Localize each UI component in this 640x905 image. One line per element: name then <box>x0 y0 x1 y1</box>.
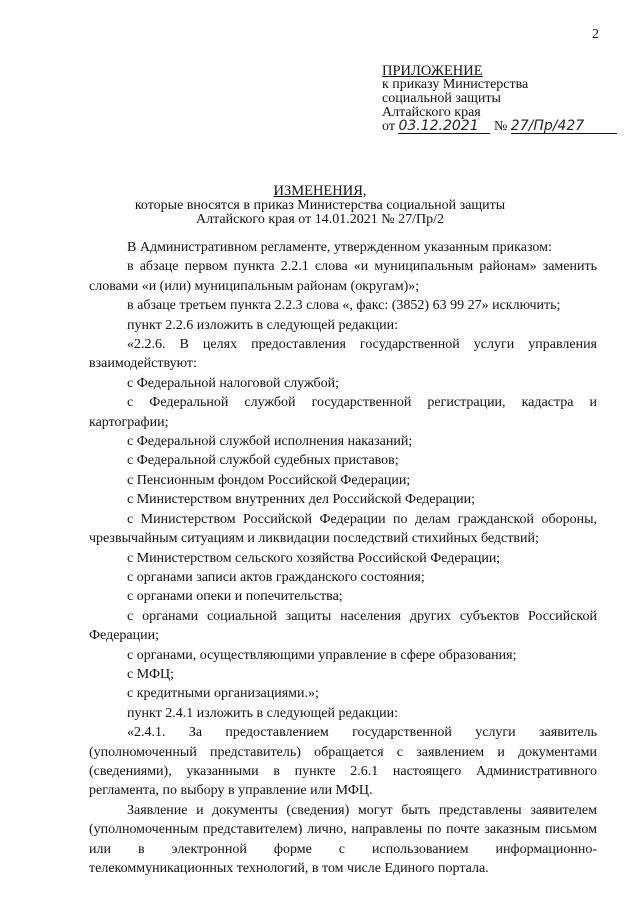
paragraph: Заявление и документы (сведения) могут быть представлены заявителем (уполномоченным представителем) лично, направлены по почте заказным письмом или в электронной форме с использованием информационно-телекоммуникационных технологий, в том числе Единого портала. <box>89 802 597 876</box>
appendix-line: социальной защиты <box>382 91 501 106</box>
paragraph: с Федеральной службой государственной регистрации, кадастра и картографии; <box>89 395 597 430</box>
paragraph: в абзаце третьем пункта 2.2.3 слова «, факс: (3852) 63 99 27» исключить; <box>127 298 561 314</box>
paragraph: с кредитными организациями.»; <box>127 686 319 702</box>
handwritten-number: 27/Пр/427 <box>511 120 617 134</box>
from-label: от <box>382 119 395 134</box>
paragraph: «2.2.6. В целях предоставления государственной услуги управления взаимодействуют: <box>89 337 597 372</box>
number-label: № <box>493 119 508 134</box>
appendix-title: ПРИЛОЖЕНИЕ <box>382 63 483 79</box>
appendix-block <box>382 64 617 134</box>
appendix-line: к приказу Министерства <box>382 77 529 92</box>
paragraph: с Министерством Российской Федерации по делам гражданской обороны, чрезвычайным ситуациям и ликвидации последствий стихийных бедствий; <box>89 511 597 547</box>
appendix-date-number <box>382 120 617 134</box>
page-number: 2 <box>592 27 599 42</box>
paragraph: в абзаце первом пункта 2.2.1 слова «и муниципальным районам» заменить словами «и (или) муниципальным районам (округам)»; <box>89 259 597 294</box>
heading-title: ИЗМЕНЕНИЯ, <box>273 183 367 199</box>
paragraph: с Министерством внутренних дел Российской Федерации; <box>127 492 476 508</box>
paragraph: с Министерством сельского хозяйства Российской Федерации; <box>127 550 501 566</box>
appendix-line: Алтайского края <box>382 105 481 120</box>
heading-line: Алтайского края от 14.01.2021 № 27/Пр/2 <box>196 212 444 227</box>
paragraph: с органами записи актов гражданского состояния; <box>127 569 425 585</box>
document-body <box>89 238 597 878</box>
handwritten-date: 03.12.2021 <box>398 120 490 134</box>
paragraph: с органами социальной защиты населения других субъектов Российской Федерации; <box>89 608 597 644</box>
paragraph: пункт 2.4.1 изложить в следующей редакции: <box>127 705 398 721</box>
paragraph: с Федеральной службой исполнения наказаний; <box>127 434 413 450</box>
document-heading <box>0 184 640 228</box>
paragraph: с органами, осуществляющими управление в сфере образования; <box>127 647 517 663</box>
paragraph: с Пенсионным фондом Российской Федерации; <box>127 472 411 488</box>
paragraph: с МФЦ; <box>127 666 175 682</box>
paragraph: «2.4.1. За предоставлением государственной услуги заявитель (уполномоченный представитель) обращается с заявлением и документами (сведениями), указанными в пункте 2.6.1 настоящего Административного регламента, по выбору в управление или МФЦ. <box>89 725 597 799</box>
paragraph: В Административном регламенте, утвержденном указанным приказом: <box>127 240 552 255</box>
paragraph: с Федеральной службой судебных приставов; <box>127 453 399 469</box>
heading-line: которые вносятся в приказ Министерства социальной защиты <box>134 197 506 213</box>
paragraph: пункт 2.2.6 изложить в следующей редакции: <box>127 317 398 333</box>
paragraph: с органами опеки и попечительства; <box>127 589 343 605</box>
paragraph: с Федеральной налоговой службой; <box>127 375 340 391</box>
